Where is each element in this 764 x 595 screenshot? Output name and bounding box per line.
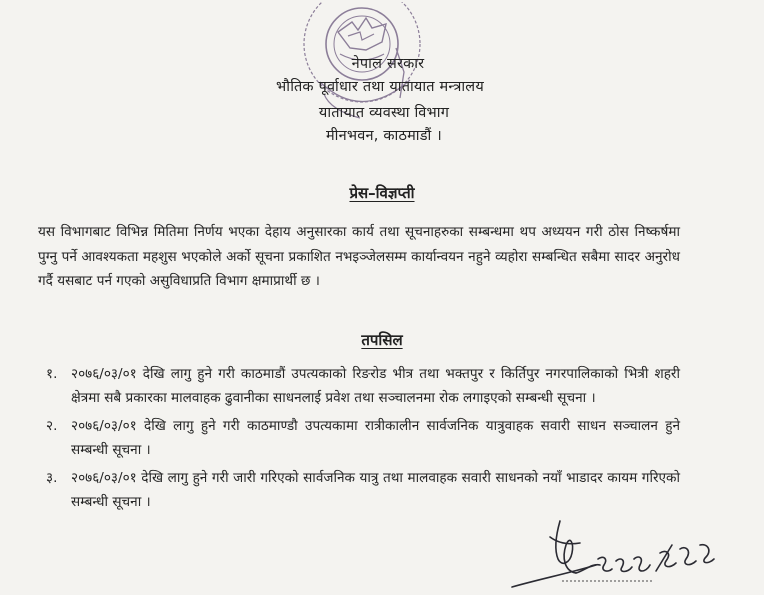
list-item-number: २.	[46, 418, 58, 434]
list-item-text: २०७६/०३/०१ देखि लागु हुने गरी जारी गरिएको सार्वजनिक यात्रु तथा मालवाहक सवारी साधनको नयाँ भाडादर कायम गरिएको सम्बन्धी सूचना ।	[71, 470, 680, 510]
notice-title: प्रेस–विज्ञप्ती	[349, 184, 415, 202]
ministry-name: भौतिक पूर्वाधार तथा यातायात मन्त्रालय	[276, 79, 484, 95]
list-item	[38, 362, 680, 410]
office-address: मीनभवन, काठमाडौं ।	[326, 128, 442, 144]
handwritten-signature	[500, 515, 730, 595]
list-item	[38, 414, 680, 462]
list-item-text: २०७६/०३/०१ देखि लागु हुने गरी काठमाण्डौ उपत्यकामा रात्रीकालीन सार्वजनिक यात्रुवाहक सवारी साधन सञ्चालन हुने सम्बन्धी सूचना ।	[71, 418, 680, 458]
details-title-wrap	[0, 330, 764, 350]
notice-body: यस विभागबाट विभिन्न मितिमा निर्णय भएका देहाय अनुसारका कार्य तथा सूचनाहरुका सम्बन्धमा थप अध्ययन गरी ठोस निष्कर्षमा पुग्नु पर्ने आवश्यकता महशुस भएकोले अर्को सूचना प्रकाशित नभइञ्जेलसम्म कार्यान्वयन नहुने व्यहोरा सम्बन्धित सबैमा सादर अनुरोध गर्दै यसबाट पर्न गएको असुविधाप्रति विभाग क्षमाप्रार्थी छ ।	[38, 224, 680, 289]
details-title: तपसिल	[361, 331, 403, 349]
government-name: नेपाल सरकार	[351, 56, 425, 72]
details-list	[38, 362, 680, 518]
list-item	[38, 466, 680, 514]
list-item-text: २०७६/०३/०१ देखि लागु हुने गरी काठमाडौं उपत्यकाको रिङरोड भीत्र तथा भक्तपुर र किर्तिपुर नगरपालिकाको भित्री शहरी क्षेत्रमा सबै प्रकारका मालवाहक ढुवानीका साधनलाई प्रवेश तथा सञ्चालनमा रोक लगाइएको सम्बन्धी सूचना ।	[71, 366, 680, 406]
list-item-number: १.	[46, 366, 58, 382]
department-name: यातायात व्यवस्था विभाग	[318, 105, 450, 121]
list-item-number: ३.	[46, 470, 58, 486]
notice-title-wrap	[0, 183, 764, 203]
